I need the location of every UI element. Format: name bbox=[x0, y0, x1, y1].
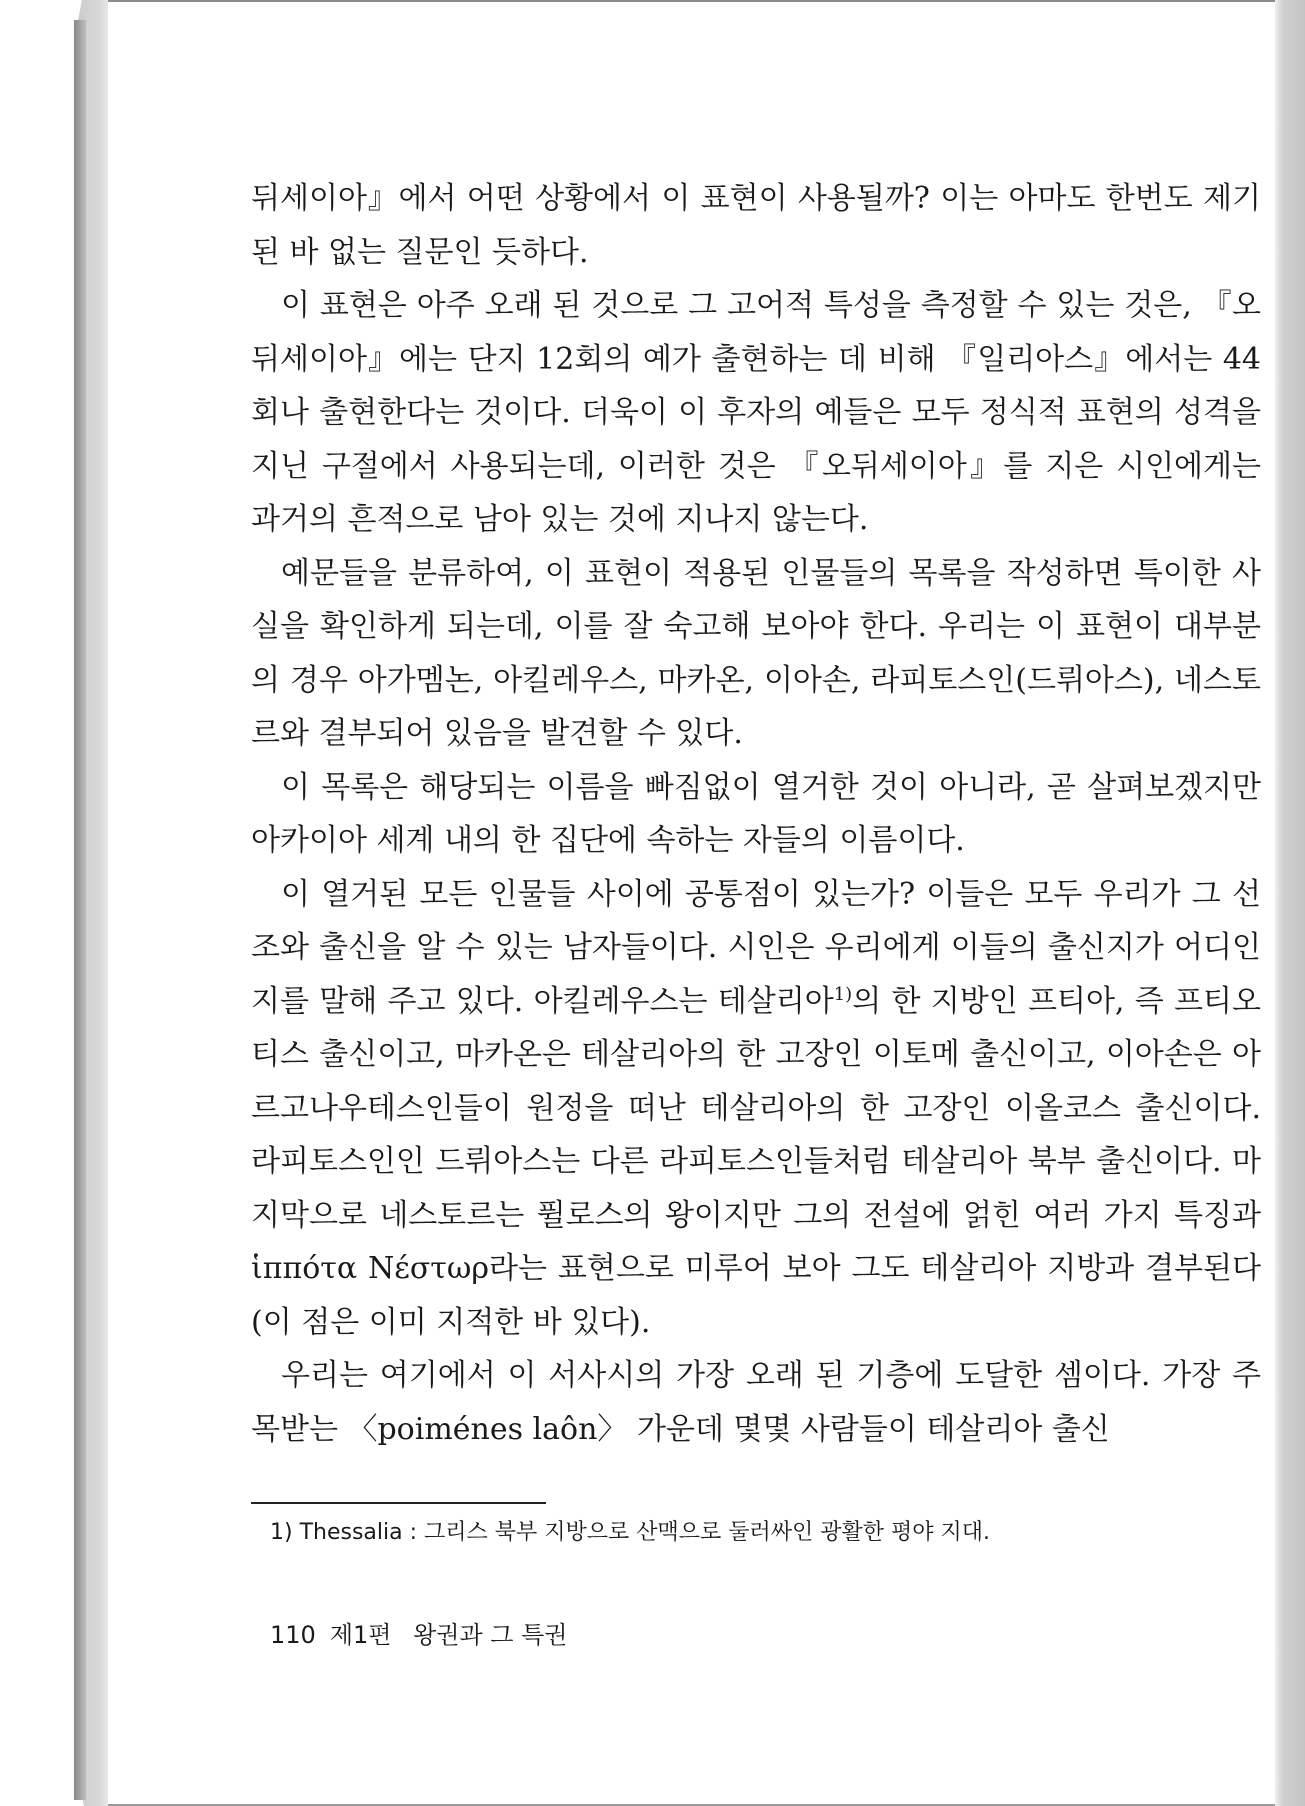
book-page-edge bbox=[0, 0, 108, 1806]
page-right-shadow bbox=[1275, 0, 1305, 1806]
paragraph: 이 표현은 아주 오래 된 것으로 그 고어적 특성을 측정할 수 있는 것은, 『오뒤세이아』에는 단지 12회의 예가 출현하는 데 비해 『일리아스』에서는 44회나 출현한다는 것이다. 더욱이 이 후자의 예들은 모두 정식적 표현의 성격을 지닌 구절에서 사용되는데, 이러한 것은 『오뒤세이아』를 지은 시인에게는 과거의 흔적으로 남아 있는 것에 지나지 않는다. bbox=[251, 288, 1261, 537]
running-part: 제1편 bbox=[329, 1621, 392, 1649]
running-title: 왕권과 그 특권 bbox=[413, 1621, 568, 1649]
book-spine-shadow bbox=[74, 20, 86, 1800]
footnote-marker: 1) bbox=[833, 983, 853, 1005]
footnote: 1) Thessalia : 그리스 북부 지방으로 산맥으로 둘러싸인 광활한 평야 지대. bbox=[270, 1520, 990, 1545]
page-footer bbox=[270, 1620, 567, 1650]
body-text bbox=[251, 172, 1261, 1456]
paragraph-segment: 의 한 지방인 프티아, 즉 프티오티스 출신이고, 마카온은 테살리아의 한 고장인 이토메 출신이고, 이아손은 아르고나우테스인들이 원정을 떠난 테살리아의 한 고장인 이올코스 출신이다. 라피토스인인 드뤼아스는 다른 라피토스인들처럼 테살리아 북부 출신이다. 마지막으로 네스토르는 퓔로스의 왕이지만 그의 전설에 얽힌 여러 가지 특징과 ἱππότα Νέστωρ라는 표현으로 미루어 보아 그도 테살리아 지방과 결부된다(이 점은 이미 지적한 바 있다). bbox=[251, 983, 1261, 1340]
paragraph: 뒤세이아』에서 어떤 상황에서 이 표현이 사용될까? 이는 아마도 한번도 제기된 바 없는 질문인 듯하다. bbox=[251, 181, 1261, 270]
paragraph: 예문들을 분류하여, 이 표현이 적용된 인물들의 목록을 작성하면 특이한 사실을 확인하게 되는데, 이를 잘 숙고해 보아야 한다. 우리는 이 표현이 대부분의 경우 아가멤논, 아킬레우스, 마카온, 이아손, 라피토스인(드뤼아스), 네스토르와 결부되어 있음을 발견할 수 있다. bbox=[251, 555, 1261, 751]
page-number: 110 bbox=[270, 1621, 316, 1649]
paragraph-segment: 이 열거된 모든 인물들 사이에 공통점이 있는가? 이들은 모두 우리가 그 선조와 출신을 알 수 있는 남자들이다. 시인은 우리에게 이들의 출신지가 어디인지를 말해 주고 있다. 아킬레우스는 테살리아 bbox=[251, 876, 1261, 1019]
book-page bbox=[108, 0, 1275, 1806]
footnote-divider bbox=[251, 1502, 546, 1504]
paragraph bbox=[251, 868, 1261, 1350]
paragraph: 이 목록은 해당되는 이름을 빠짐없이 열거한 것이 아니라, 곧 살펴보겠지만 아카이아 세계 내의 한 집단에 속하는 자들의 이름이다. bbox=[251, 769, 1261, 858]
paragraph: 우리는 여기에서 이 서사시의 가장 오래 된 기층에 도달한 셈이다. 가장 주목받는 〈poiménes laôn〉 가운데 몇몇 사람들이 테살리아 출신 bbox=[251, 1358, 1261, 1447]
